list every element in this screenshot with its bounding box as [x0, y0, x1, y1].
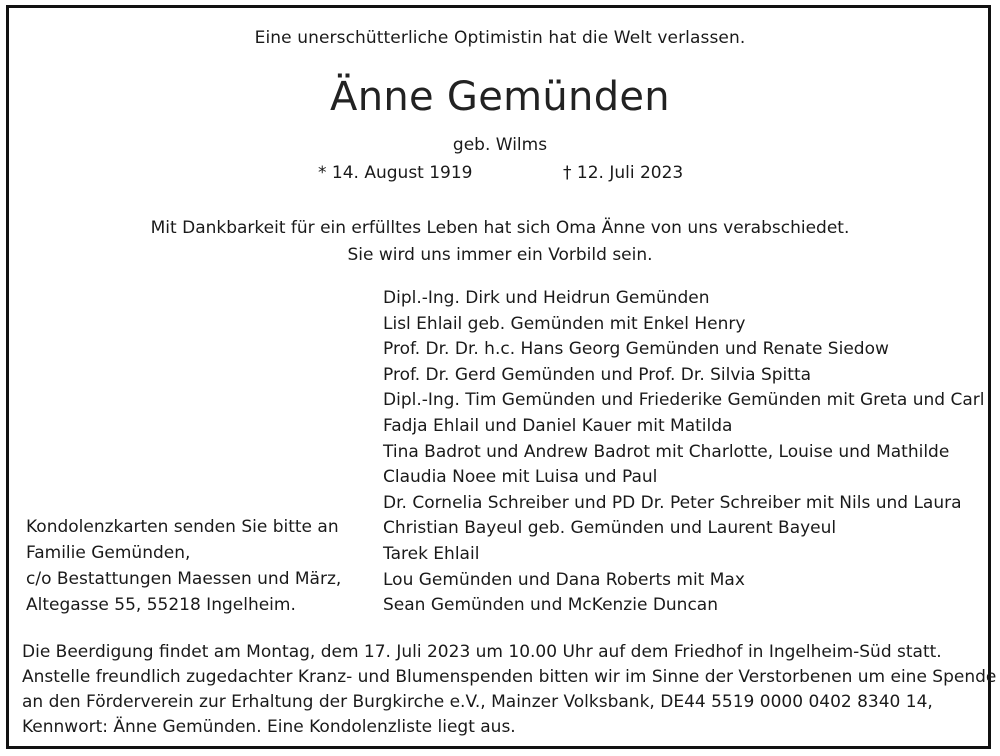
mourner-entry: Tarek Ehlail [383, 543, 480, 564]
funeral-line: an den Förderverein zur Erhaltung der Burgkirche e.V., Mainzer Volksbank, DE44 5519 0000 0402 8340 14, [22, 692, 933, 712]
condolence-line: Kondolenzkarten senden Sie bitte an [26, 517, 339, 537]
intro-line: Eine unerschütterliche Optimistin hat die Welt verlassen. [254, 28, 746, 48]
mourner-entry: Christian Bayeul geb. Gemünden und Laurent Bayeul [383, 518, 837, 539]
mourner-entry: Prof. Dr. Dr. h.c. Hans Georg Gemünden und Renate Siedow [383, 339, 889, 360]
condolence-line: c/o Bestattungen Maessen und März, [26, 569, 342, 589]
funeral-line: Die Beerdigung findet am Montag, dem 17. Juli 2023 um 10.00 Uhr auf dem Friedhof in Ingelheim-Süd statt. [22, 642, 942, 662]
tribute-line: Mit Dankbarkeit für ein erfülltes Leben hat sich Oma Änne von uns verabschiedet. [150, 218, 850, 238]
mourner-entry: Dipl.-Ing. Dirk und Heidrun Gemünden [383, 288, 710, 308]
condolence-line: Familie Gemünden, [26, 543, 191, 563]
mourner-entry: Tina Badrot und Andrew Badrot mit Charlotte, Louise und Mathilde [383, 441, 950, 462]
condolence-address [26, 514, 341, 618]
mourners-list [383, 286, 985, 619]
birth-date: * 14. August 1919 [318, 163, 473, 183]
mourner-entry: Dipl.-Ing. Tim Gemünden und Friederike Gemünden mit Greta und Carl [383, 390, 985, 411]
tribute-text [0, 215, 1000, 269]
funeral-line: Kennwort: Änne Gemünden. Eine Kondolenzliste liegt aus. [22, 717, 516, 737]
mourner-entry: Fadja Ehlail und Daniel Kauer mit Matilda [383, 415, 733, 436]
mourner-entry: Lou Gemünden und Dana Roberts mit Max [383, 569, 745, 590]
mourner-entry: Claudia Noee mit Luisa und Paul [383, 467, 658, 488]
mourner-entry: Prof. Dr. Gerd Gemünden und Prof. Dr. Silvia Spitta [383, 364, 812, 385]
mourner-entry: Dr. Cornelia Schreiber und PD Dr. Peter Schreiber mit Nils und Laura [383, 492, 962, 513]
birth-name: geb. Wilms [452, 135, 548, 155]
mourner-entry: Lisl Ehlail geb. Gemünden mit Enkel Henry [383, 313, 746, 334]
funeral-details [22, 640, 996, 740]
tribute-line: Sie wird uns immer ein Vorbild sein. [347, 245, 653, 265]
funeral-line: Anstelle freundlich zugedachter Kranz- und Blumenspenden bitten wir im Sinne der Verstorbenen um eine Spende [22, 667, 997, 687]
condolence-line: Altegasse 55, 55218 Ingelheim. [26, 595, 296, 615]
mourner-entry: Sean Gemünden und McKenzie Duncan [383, 595, 718, 616]
death-date: † 12. Juli 2023 [563, 163, 684, 183]
deceased-name: Änne Gemünden [330, 74, 670, 120]
